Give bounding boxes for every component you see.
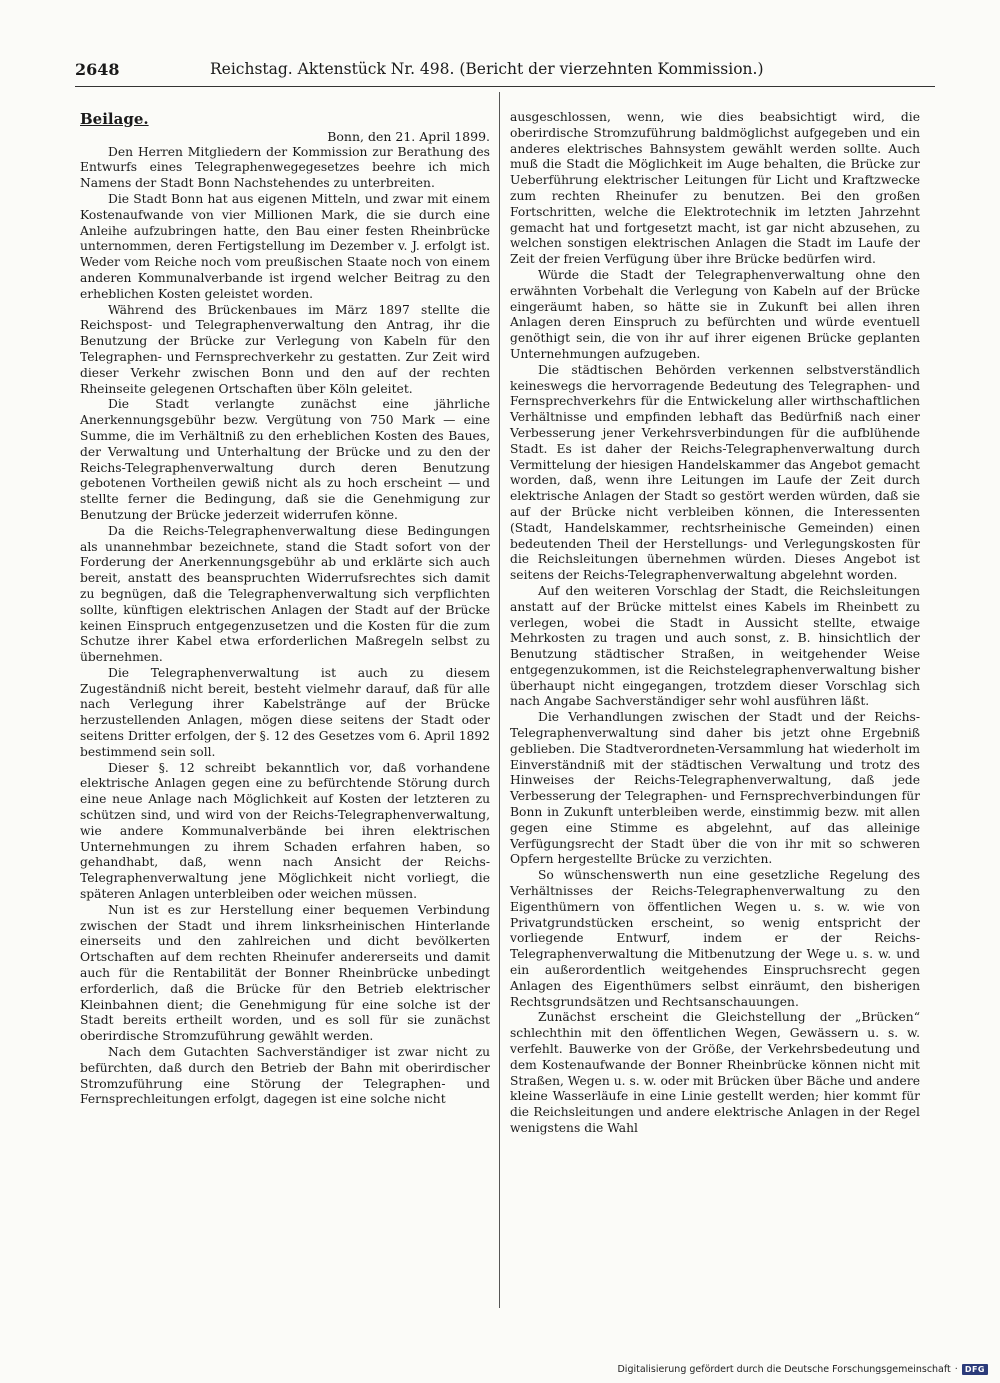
digitization-footer [617,1364,988,1375]
page-header [75,60,935,82]
paragraph: So wünschenswerth nun eine gesetzliche Regelung des Verhältnisses der Reichs-Telegraphenverwaltung zu den Eigenthümern von öffentlichen Wegen u. s. w. wie von Privatgrundstücken erscheint, so wenig entspricht der vorliegende Entwurf, indem er der Reichs-Telegraphenverwaltung die Mitbenutzung der Wege u. s. w. und ein außerordentlich weitgehendes Einspruchsrecht gegen Anlagen des Eigenthümers selbst einräumt, den bisherigen Rechtsgrundsätzen und Rechtsanschauungen. [510,868,920,1009]
column-divider [499,92,500,1308]
paragraph: Die Stadt Bonn hat aus eigenen Mitteln, und zwar mit einem Kostenaufwande von vier Millionen Mark, die sie durch eine Anleihe aufzubringen hatte, den Bau einer festen Rheinbrücke unternommen, deren Fertigstellung im Dezember v. J. erfolgt ist. Weder vom Reiche noch vom preußischen Staate noch von einem anderen Kommunalverbande ist irgend welcher Beitrag zu den erheblichen Kosten geleistet worden. [80,191,490,301]
paragraph: Zunächst erscheint die Gleichstellung der „Brücken“ schlechthin mit den öffentlichen Wegen, Gewässern u. s. w. verfehlt. Bauwerke von der Größe, der Verkehrsbedeutung und dem Kostenaufwande der Bonner Rheinbrücke können nicht mit Straßen, Wegen u. s. w. oder mit Brücken über Bäche und andere kleine Wasserläufe in eine Linie gestellt werden; hier kommt für die Reichsleitungen und andere elektrische Anlagen in der Regel wenigstens die Wahl [510,1010,920,1135]
dateline: Bonn, den 21. April 1899. [327,128,490,144]
paragraph: Die Stadt verlangte zunächst eine jährliche Anerkennungsgebühr bezw. Vergütung von 750 Mark — eine Summe, die im Verhältniß zu den erheblichen Kosten des Baues, der Verwaltung und Unterhaltung der Brücke und zu den der Reichs-Telegraphenverwaltung durch deren Benutzung gebotenen Vortheilen gewiß nicht als zu hoch erscheint — und stellte ferner die Bedingung, daß sie die Genehmigung zur Benutzung der Brücke jederzeit widerrufen könne. [80,397,490,522]
paragraph: Da die Reichs-Telegraphenverwaltung diese Bedingungen als unannehmbar bezeichnete, stand die Stadt sofort von der Forderung der Anerkennungsgebühr ab und erklärte sich auch bereit, anstatt des beanspruchten Widerrufsrechtes sich damit zu begnügen, daß die Telegraphenverwaltung sich verpflichten sollte, künftigen elektrischen Anlagen der Stadt auf der Brücke keinen Einspruch entgegenzusetzen und die Kosten für die zum Schutze ihrer Kabel etwa erforderlichen Maßregeln selbst zu übernehmen. [80,523,490,665]
left-column [80,112,490,1108]
paragraph: Die städtischen Behörden verkennen selbstverständlich keineswegs die hervorragende Bedeutung des Telegraphen- und Fernsprechverkehrs für die Entwickelung aller wirthschaftlichen Verhältnisse und empfinden lebhaft das Bedürfniß nach einer Verbesserung jener Verkehrsverbindungen für die aufblühende Stadt. Es ist daher der Reichs-Telegraphenverwaltung durch Vermittelung der hiesigen Handelskammer das Angebot gemacht worden, daß, wenn ihre Leitungen im Laufe der Zeit durch elektrische Anlagen der Stadt so gestört werden würden, daß sie auf der Brücke nicht verbleiben können, die Interessenten (Stadt, Handelskammer, rechtsrheinische Gemeinden) einen bedeutenden Theil der Herstellungs- und Verlegungskosten für die Reichsleitungen übernehmen würden. Dieses Angebot ist seitens der Reichs-Telegraphenverwaltung abgelehnt worden. [510,362,920,583]
paragraph: ausgeschlossen, wenn, wie dies beabsichtigt wird, die oberirdische Stromzuführung baldmöglichst aufgegeben und ein anderes elektrisches Bahnsystem gewählt werden sollte. Auch muß die Stadt die Möglichkeit im Auge behalten, die Brücke zur Ueberführung elektrischer Leitungen für Licht und Kraftzwecke zum rechten Rheinufer zu benutzen. Bei den großen Fortschritten, welche die Elektrotechnik im letzten Jahrzehnt gemacht hat und fortgesetzt macht, ist gar nicht abzusehen, zu welchen sonstigen elektrischen Anlagen die Stadt im Laufe der Zeit der freien Verfügung über ihre Brücke bedürfen wird. [510,110,920,267]
section-heading: Beilage. [80,110,149,128]
running-head: Reichstag. Aktenstück Nr. 498. (Bericht der vierzehnten Kommission.) [210,60,764,78]
paragraph: Während des Brückenbaues im März 1897 stellte die Reichspost- und Telegraphenverwaltung den Antrag, ihr die Benutzung der Brücke zur Verlegung von Kabeln für den Telegraphen- und Fernsprechverkehr zu gestatten. Zur Zeit wird dieser Verkehr zwischen Bonn und den auf der rechten Rheinseite gelegenen Ortschaften über Köln geleitet. [80,302,490,396]
paragraph: Würde die Stadt der Telegraphenverwaltung ohne den erwähnten Vorbehalt die Verlegung von Kabeln auf der Brücke eingeräumt haben, so hätte sie in Zukunft bei allen ihren Anlagen deren Einspruch zu befürchten und würde eventuell genöthigt sein, die von ihr auf ihrer eigenen Brücke geplanten Unternehmungen aufzugeben. [510,267,920,361]
paragraph: Nun ist es zur Herstellung einer bequemen Verbindung zwischen der Stadt und ihrem linksrheinischen Hinterlande einerseits und den zahlreichen und dicht bevölkerten Ortschaften auf dem rechten Rheinufer andererseits und damit auch für die Rentabilität der Bonner Rheinbrücke unbedingt erforderlich, daß die Brücke für den Betrieb elektrischer Kleinbahnen dient; die Genehmigung für eine solche ist der Stadt bereits ertheilt worden, und es soll für sie zunächst oberirdische Stromzuführung gewählt werden. [80,902,490,1044]
separator: · [954,1364,958,1375]
page-number: 2648 [75,60,120,79]
paragraph: Die Verhandlungen zwischen der Stadt und der Reichs-Telegraphenverwaltung sind daher bis jetzt ohne Ergebniß geblieben. Die Stadtverordneten-Versammlung hat wiederholt im Einverständniß mit der städtischen Verwaltung und trotz des Hinweises der Reichs-Telegraphenverwaltung, daß jede Verbesserung der Telegraphen- und Fernsprechverbindungen für Bonn in Zukunft unterbleiben werde, einstimmig bezw. mit allen gegen eine Stimme es abgelehnt, auf das alleinige Verfügungsrecht der Stadt über die von ihr mit so schweren Opfern hergestellte Brücke zu verzichten. [510,710,920,867]
right-column [510,110,920,1137]
paragraph: Den Herren Mitgliedern der Kommission zur Berathung des Entwurfs eines Telegraphenwegegesetzes beehre ich mich Namens der Stadt Bonn Nachstehendes zu unterbreiten. [80,144,490,191]
paragraph: Dieser §. 12 schreibt bekanntlich vor, daß vorhandene elektrische Anlagen gegen eine zu befürchtende Störung durch eine neue Anlage nach Möglichkeit auf Kosten der letzteren zu schützen sind, und wird von der Reichs-Telegraphenverwaltung, wie andere Kommunalverbände bei ihren elektrischen Unternehmungen zu ihrem Schaden erfahren haben, so gehandhabt, daß, wenn nach Ansicht der Reichs-Telegraphenverwaltung jene Möglichkeit nicht vorliegt, die späteren Anlagen unterbleiben oder weichen müssen. [80,760,490,902]
paragraph: Auf den weiteren Vorschlag der Stadt, die Reichsleitungen anstatt auf der Brücke mittelst eines Kabels im Rheinbett zu verlegen, wobei die Stadt in Aussicht stellte, etwaige Mehrkosten zu tragen und auch sonst, z. B. hinsichtlich der Benutzung städtischer Straßen, in weitgehender Weise entgegenzukommen, ist die Reichstelegraphenverwaltung bisher überhaupt nicht eingegangen, trotzdem dieser Vorschlag sich nach Angabe Sachverständiger sehr wohl ausführen läßt. [510,583,920,709]
paragraph: Nach dem Gutachten Sachverständiger ist zwar nicht zu befürchten, daß durch den Betrieb der Bahn mit oberirdischer Stromzuführung eine Störung der Telegraphen- und Fernsprechleitungen erfolgt, dagegen ist eine solche nicht [80,1045,490,1107]
dfg-logo: DFG [962,1364,988,1375]
header-rule [75,86,935,87]
footer-credit: Digitalisierung gefördert durch die Deutsche Forschungsgemeinschaft [617,1364,951,1375]
paragraph: Die Telegraphenverwaltung ist auch zu diesem Zugeständniß nicht bereit, besteht vielmehr darauf, daß für alle nach Verlegung ihrer Kabelstränge auf der Brücke herzustellenden Anlagen, mögen diese seitens der Stadt oder seitens Dritter erfolgen, der §. 12 des Gesetzes vom 6. April 1892 bestimmend sein soll. [80,665,490,759]
